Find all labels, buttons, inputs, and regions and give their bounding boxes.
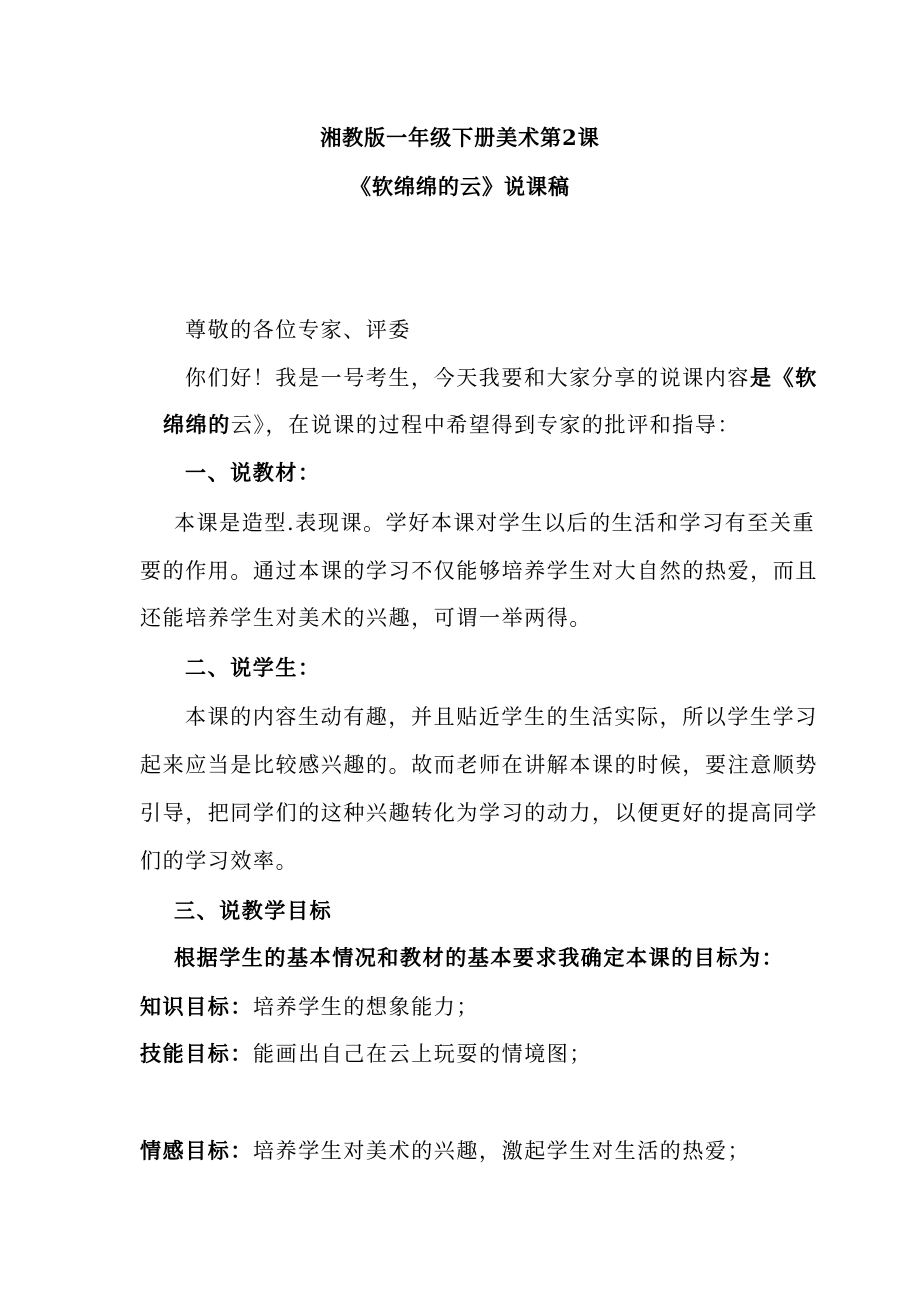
intro-line-1-bold: 是《软: [750, 365, 818, 390]
goal-emotion-label: 情感目标：: [140, 1138, 253, 1163]
section1-heading: 一、说教材：: [185, 460, 321, 485]
intro-line-1-plain: 你们好！我是一号考生，今天我要和大家分享的说课内容: [185, 366, 750, 390]
section3-lead: 根据学生的基本情况和教材的基本要求我确定本课的目标为：: [174, 945, 785, 970]
goal-skill-text: 能画出自己在云上玩耍的情境图；: [253, 1042, 592, 1066]
goal-knowledge: [140, 995, 479, 1019]
section1-line-1: 本课是造型.表现课。学好本课对学生以后的生活和学习有至关重: [174, 511, 816, 535]
document-title-line1: 湘教版一年级下册美术第2课: [320, 125, 600, 150]
intro-line-2-plain: 云》，在说课的过程中希望得到专家的批评和指导：: [230, 413, 741, 437]
document-title-line2: 《软绵绵的云》说课稿: [350, 174, 570, 199]
goal-knowledge-text: 培养学生的想象能力；: [253, 995, 479, 1019]
section3-heading: 三、说教学目标: [174, 898, 333, 923]
section1-line-3: 还能培养学生对美术的兴趣，可谓一举两得。: [140, 606, 592, 630]
section2-heading: 二、说学生：: [185, 655, 321, 680]
section1-line-2: 要的作用。通过本课的学习不仅能够培养学生对大自然的热爱，而且: [140, 559, 818, 583]
intro-line-2: [163, 413, 740, 437]
section2-line-1: 本课的内容生动有趣，并且贴近学生的生活实际，所以学生学习: [185, 705, 818, 729]
goal-emotion-text: 培养学生对美术的兴趣，激起学生对生活的热爱；: [253, 1139, 751, 1163]
goal-skill: [140, 1042, 592, 1066]
intro-line-2-bold: 绵绵的: [163, 412, 231, 437]
goal-emotion: [140, 1139, 750, 1163]
intro-line-1: [185, 366, 818, 390]
greeting: 尊敬的各位专家、评委: [185, 318, 411, 342]
section2-line-4: 们的学习效率。: [140, 849, 299, 873]
goal-skill-label: 技能目标：: [140, 1041, 253, 1066]
goal-knowledge-label: 知识目标：: [140, 994, 253, 1019]
section2-line-3: 引导，把同学们的这种兴趣转化为学习的动力，以便更好的提高同学: [140, 801, 818, 825]
section2-line-2: 起来应当是比较感兴趣的。故而老师在讲解本课的时候，要注意顺势: [140, 753, 818, 777]
